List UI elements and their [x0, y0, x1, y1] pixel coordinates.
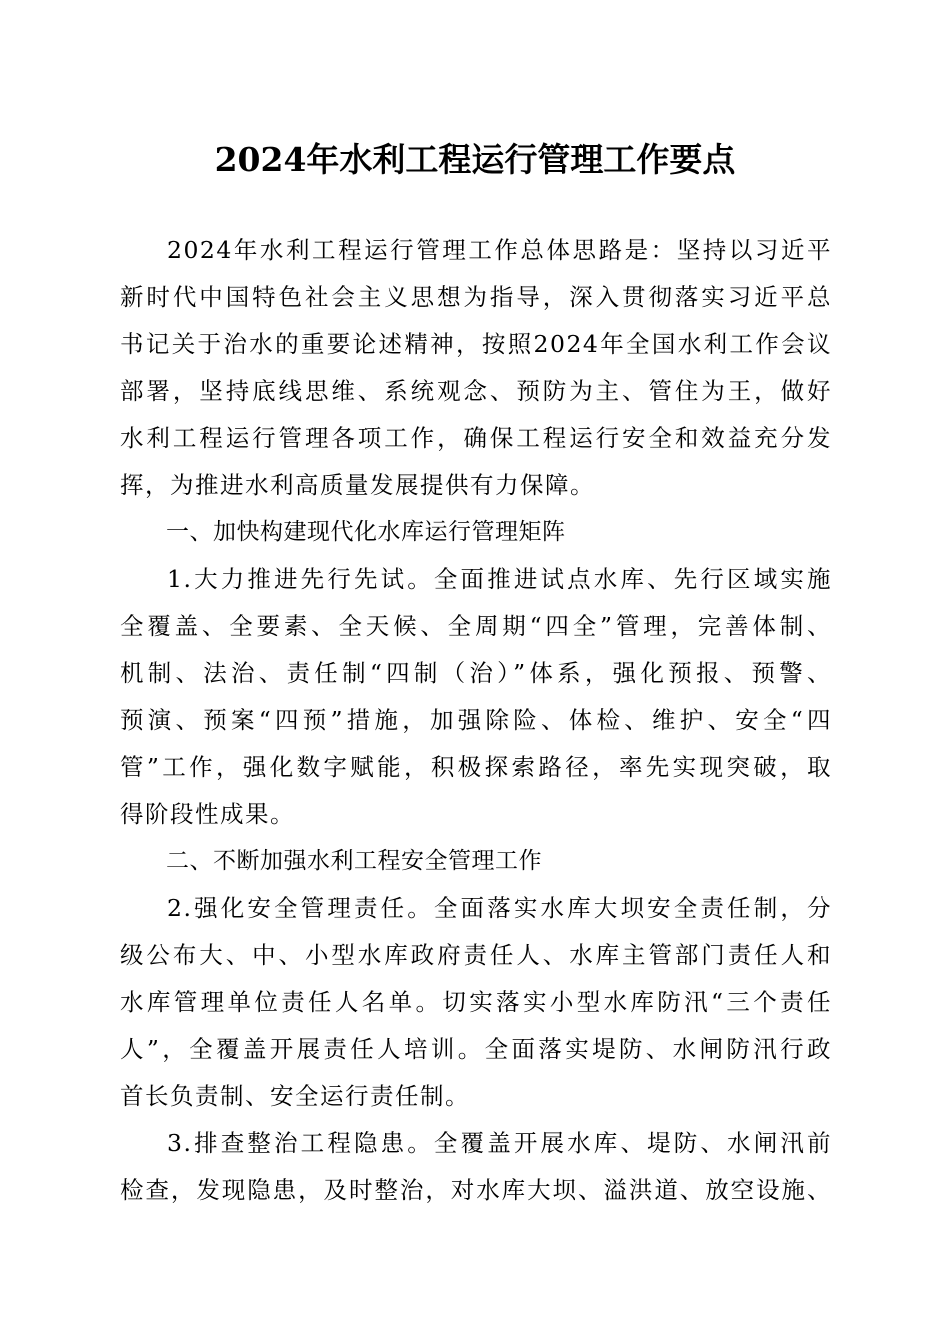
intro-line-1: 2024年水利工程运行管理工作总体思路是：坚持以习近平 — [167, 236, 832, 264]
item-2-line-5: 首长负责制、安全运行责任制。 — [120, 1082, 470, 1110]
document-title: 2024年水利工程运行管理工作要点 — [214, 140, 736, 179]
intro-line-3: 书记关于治水的重要论述精神，按照2024年全国水利工作会议 — [120, 330, 832, 358]
item-1-line-2: 全覆盖、全要素、全天候、全周期“四全”管理，完善体制、 — [120, 612, 832, 640]
intro-line-4: 部署，坚持底线思维、系统观念、预防为主、管住为王，做好 — [120, 377, 832, 405]
item-2-paragraph — [120, 885, 832, 1120]
section-1-heading: 一、加快构建现代化水库运行管理矩阵 — [166, 519, 566, 545]
item-3-line-1: 3.排查整治工程隐患。全覆盖开展水库、堤防、水闸汛前 — [167, 1129, 832, 1157]
item-2-line-4: 人”，全覆盖开展责任人培训。全面落实堤防、水闸防汛行政 — [120, 1035, 832, 1063]
intro-line-2: 新时代中国特色社会主义思想为指导，深入贯彻落实习近平总 — [120, 283, 832, 311]
intro-line-5: 水利工程运行管理各项工作，确保工程运行安全和效益充分发 — [120, 424, 832, 452]
document-body — [120, 227, 832, 1214]
section-2-heading: 二、不断加强水利工程安全管理工作 — [166, 848, 542, 874]
item-1-line-5: 管”工作，强化数字赋能，积极探索路径，率先实现突破，取 — [120, 753, 832, 781]
item-1-line-6: 得阶段性成果。 — [120, 800, 295, 828]
intro-paragraph — [120, 227, 832, 509]
item-1-line-1: 1.大力推进先行先试。全面推进试点水库、先行区域实施 — [167, 565, 832, 593]
item-1-paragraph — [120, 556, 832, 838]
item-1-line-4: 预演、预案“四预”措施，加强除险、体检、维护、安全“四 — [120, 706, 832, 734]
item-3-paragraph — [120, 1120, 832, 1214]
item-2-line-3: 水库管理单位责任人名单。切实落实小型水库防汛“三个责任 — [120, 988, 832, 1016]
item-1-line-3: 机制、法治、责任制“四制（治）”体系，强化预报、预警、 — [120, 659, 832, 687]
intro-line-6: 挥，为推进水利高质量发展提供有力保障。 — [120, 471, 595, 499]
item-2-line-1: 2.强化安全管理责任。全面落实水库大坝安全责任制，分 — [167, 894, 832, 922]
item-3-line-2: 检查，发现隐患，及时整治，对水库大坝、溢洪道、放空设施、 — [120, 1176, 832, 1204]
item-2-line-2: 级公布大、中、小型水库政府责任人、水库主管部门责任人和 — [120, 941, 832, 969]
